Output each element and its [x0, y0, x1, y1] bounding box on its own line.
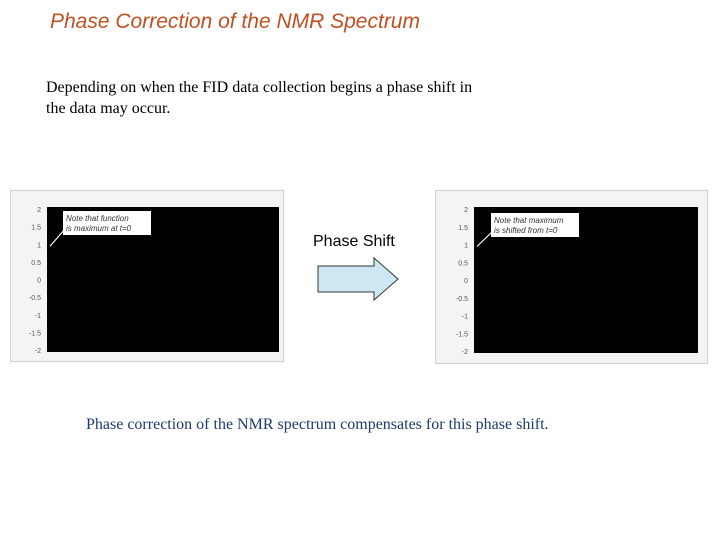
intro-text: Depending on when the FID data collection begins a phase shift in the data may occur.: [46, 79, 473, 117]
plot-right-svg: [436, 191, 707, 363]
plot-cosine-original: [10, 190, 284, 362]
y-tick-label: -1.5: [455, 331, 468, 339]
note-text: Note that function: [66, 214, 129, 223]
y-tick-label: 2: [464, 207, 468, 214]
phase-shift-label: Phase Shift: [313, 233, 395, 250]
y-tick-label: -1.5: [28, 330, 41, 338]
slide-title: Phase Correction of the NMR Spectrum: [50, 10, 420, 33]
y-tick-label: 1.5: [458, 224, 468, 232]
y-tick-label: 0: [464, 278, 468, 285]
right-arrow-icon: [316, 256, 400, 302]
y-tick-label: -2: [34, 348, 41, 355]
conclusion-text: Phase correction of the NMR spectrum compensates for this phase shift.: [86, 416, 549, 433]
y-tick-label: 1: [464, 242, 468, 250]
y-tick-label: 0.5: [31, 259, 41, 267]
plot-cosine-shifted: [435, 190, 708, 364]
y-tick-label: 1: [37, 242, 41, 250]
y-tick-label: 2: [37, 207, 41, 214]
y-tick-label: -0.5: [455, 295, 468, 303]
y-tick-label: 0: [37, 277, 41, 285]
y-tick-label: -0.5: [28, 295, 41, 303]
plot-left-svg: [11, 191, 283, 361]
y-tick-label: -2: [461, 349, 468, 356]
note-text: is maximum at t=0: [66, 224, 132, 233]
y-tick-label: 0.5: [458, 260, 468, 268]
note-text: Note that maximum: [494, 216, 564, 225]
y-tick-label: -1: [34, 312, 41, 320]
y-tick-label: 1.5: [31, 224, 41, 232]
y-tick-label: -1: [461, 313, 468, 321]
note-text: is shifted from t=0: [494, 226, 558, 235]
